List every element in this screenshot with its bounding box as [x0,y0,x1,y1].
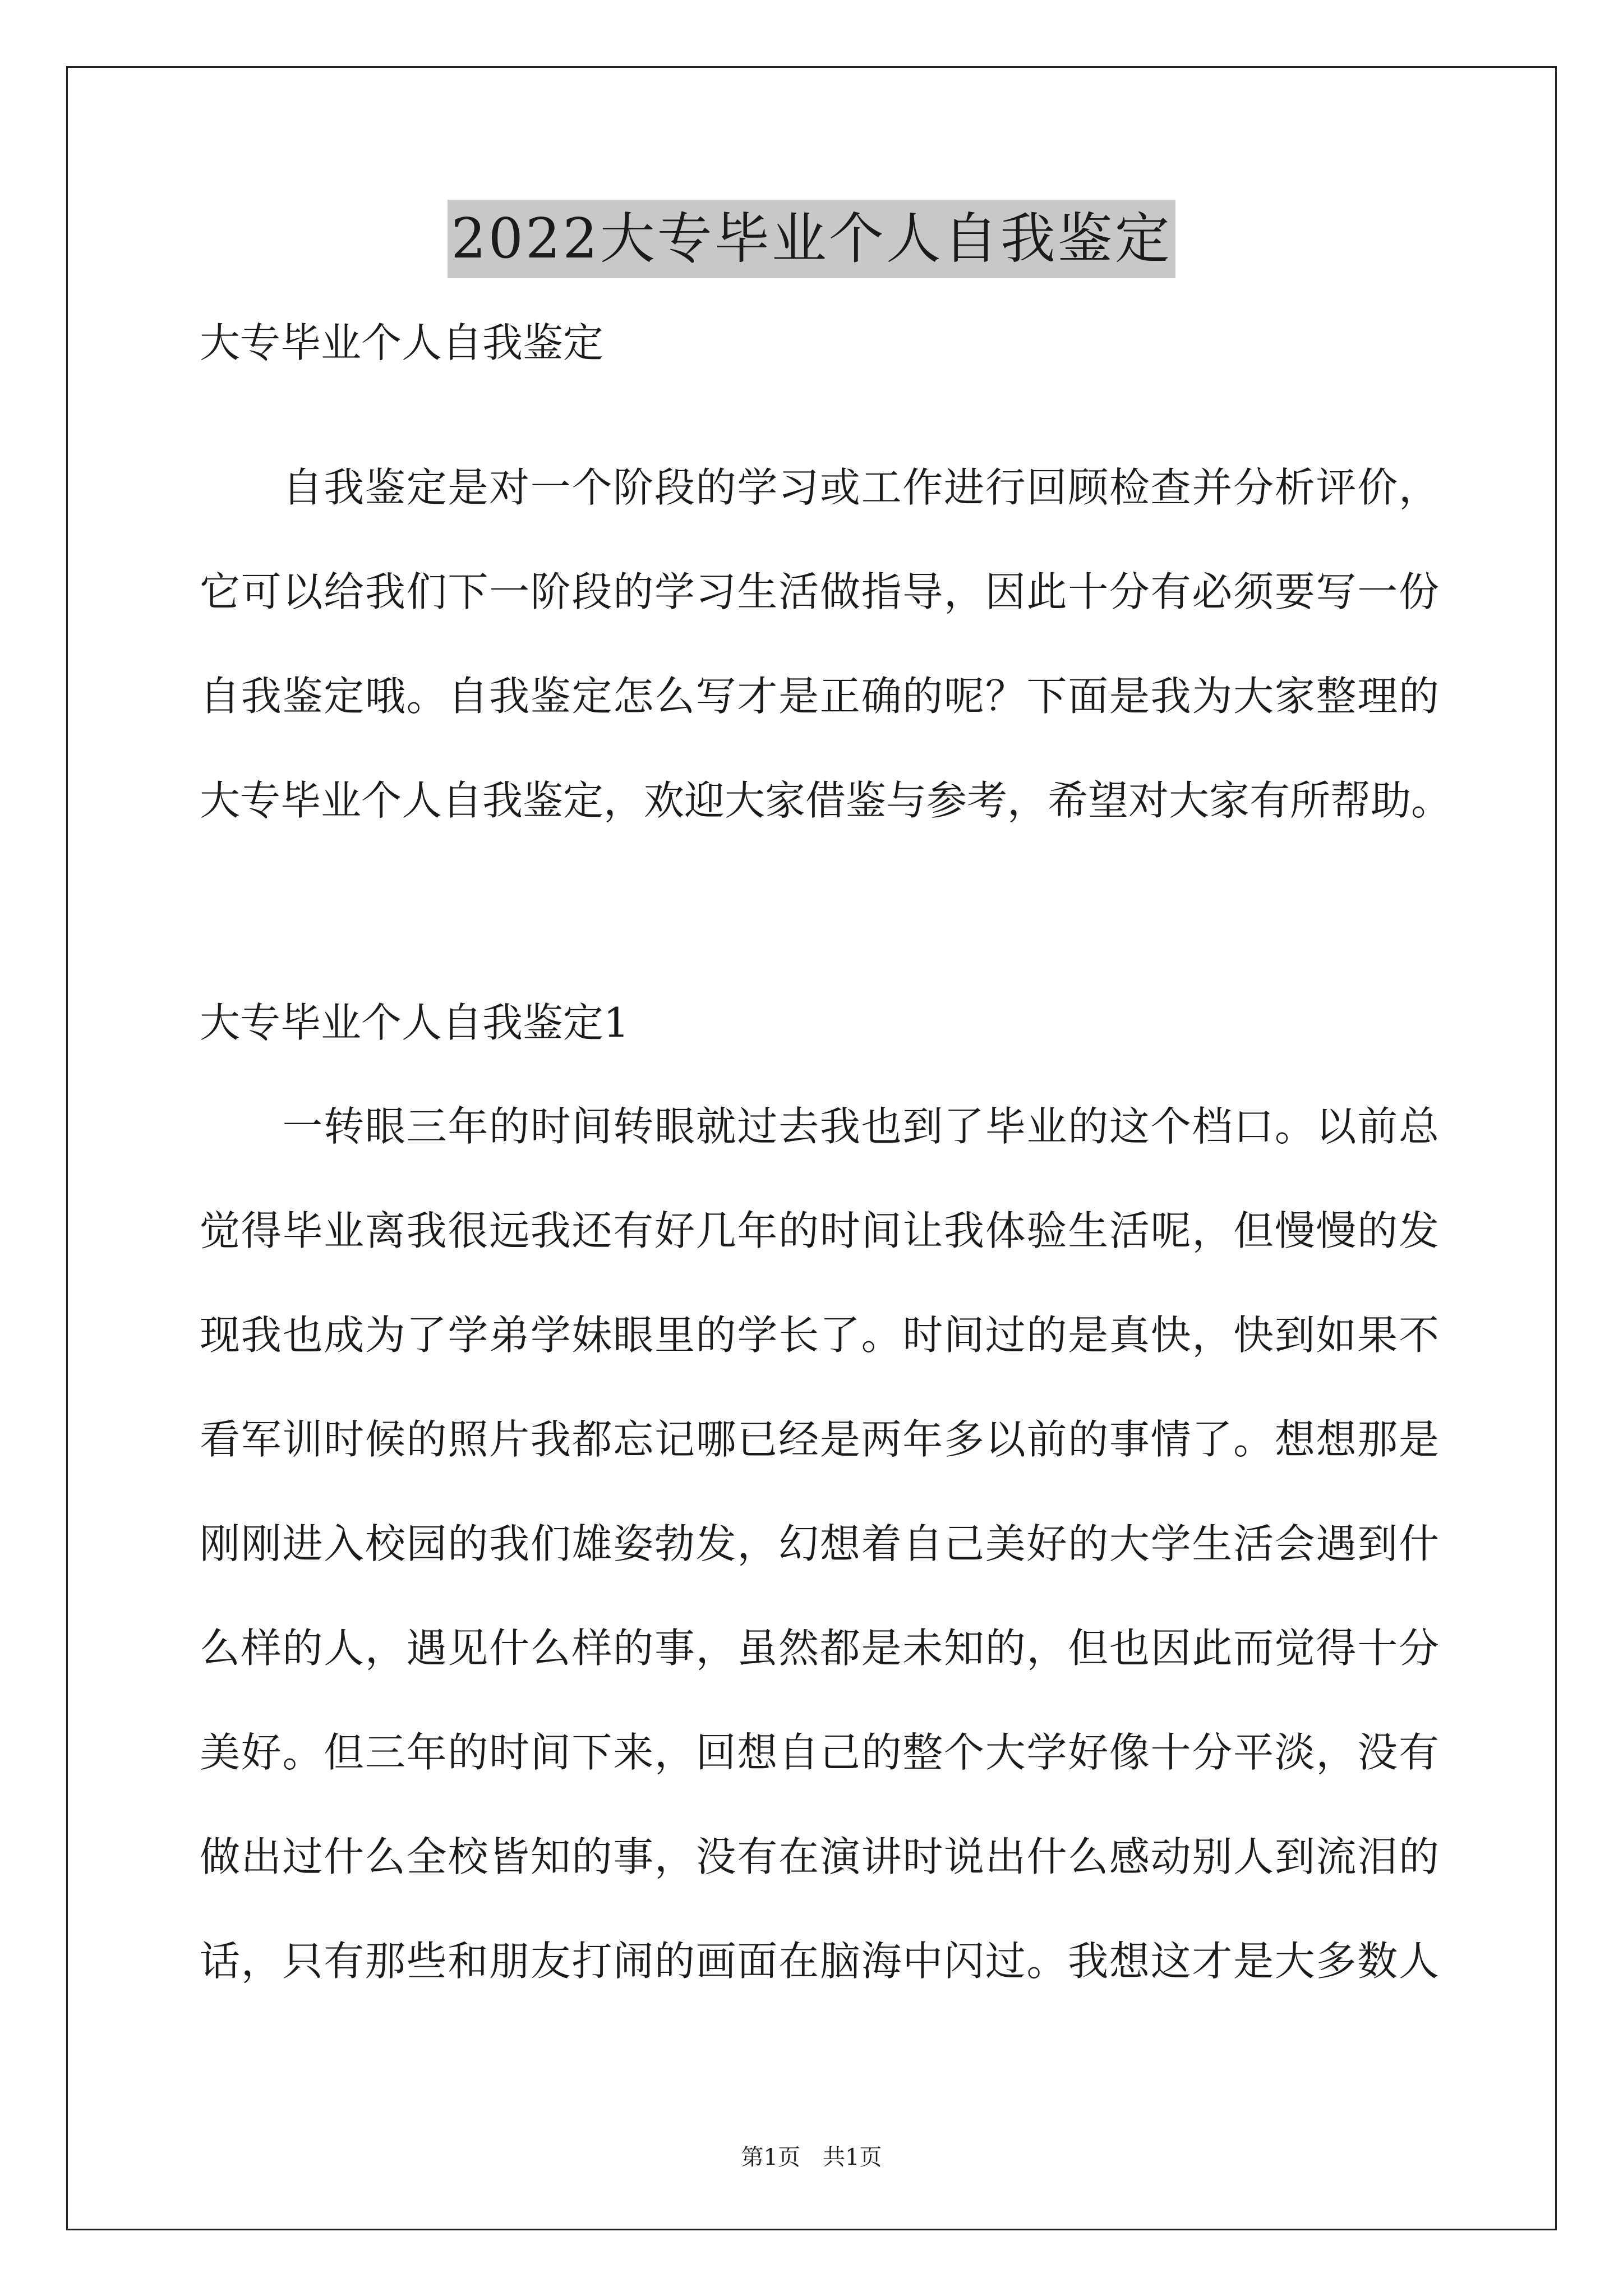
paragraph-line: 大专毕业个人自我鉴定，欢迎大家借鉴与参考，希望对大家有所帮助。 [200,777,1452,824]
paragraph-line: 看军训时候的照片我都忘记哪已经是两年多以前的事情了。想想那是 [200,1416,1439,1463]
paragraph-line: 做出过什么全校皆知的事，没有在演讲时说出什么感动别人到流泪的 [200,1833,1439,1880]
paragraph-line: 觉得毕业离我很远我还有好几年的时间让我体验生活呢，但慢慢的发 [200,1207,1439,1254]
title-container [0,200,1623,278]
paragraph-line: 现我也成为了学弟学妹眼里的学长了。时间过的是真快，快到如果不 [200,1312,1439,1359]
paragraph-line: 自我鉴定是对一个阶段的学习或工作进行回顾检查并分析评价， [200,464,1439,511]
paragraph-line: 刚刚进入校园的我们雄姿勃发，幻想着自己美好的大学生活会遇到什 [200,1520,1439,1567]
paragraph-line: 一转眼三年的时间转眼就过去我也到了毕业的这个档口。以前总 [200,1103,1439,1150]
paragraph-line: 话，只有那些和朋友打闹的画面在脑海中闪过。我想这才是大多数人 [200,1938,1439,1985]
document-title: 2022大专毕业个人自我鉴定 [448,200,1175,278]
paragraph-line: 自我鉴定哦。自我鉴定怎么写才是正确的呢？下面是我为大家整理的 [200,673,1439,720]
page-footer: 第1页 共1页 [741,2145,882,2170]
paragraph-line: 它可以给我们下一阶段的学习生活做指导，因此十分有必须要写一份 [200,568,1439,615]
intro-heading: 大专毕业个人自我鉴定 [200,319,604,366]
section-heading: 大专毕业个人自我鉴定1 [200,999,629,1046]
paragraph-line: 么样的人，遇见什么样的事，虽然都是未知的，但也因此而觉得十分 [200,1625,1439,1672]
paragraph-line: 美好。但三年的时间下来，回想自己的整个大学好像十分平淡，没有 [200,1729,1439,1776]
